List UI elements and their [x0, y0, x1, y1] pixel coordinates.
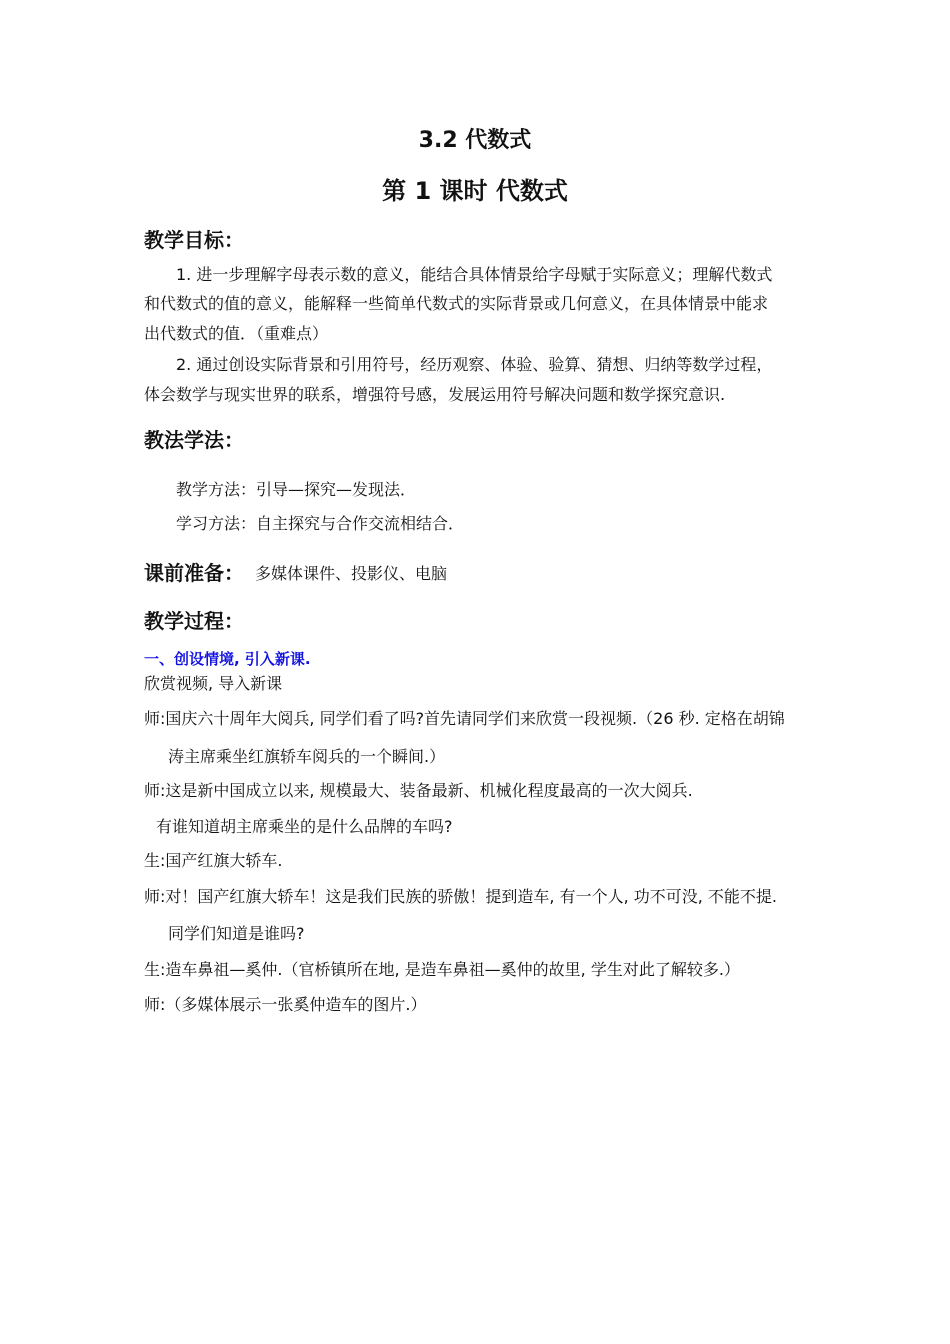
document-title: 3.2 代数式 — [418, 128, 532, 153]
step1-heading: 一、创设情境, 引入新课. — [144, 650, 311, 668]
process-line: 生:造车鼻祖—奚仲.（官桥镇所在地, 是造车鼻祖—奚仲的故里, 学生对此了解较多.） — [144, 960, 740, 979]
process-line: 涛主席乘坐红旗轿车阅兵的一个瞬间.） — [168, 747, 446, 766]
learning-method: 学习方法：自主探究与合作交流相结合． — [176, 514, 465, 533]
process-line: 师:对！国产红旗大轿车！这是我们民族的骄傲！提到造车, 有一个人, 功不可没, 不能不提. — [144, 887, 777, 906]
process-line: 师:（多媒体展示一张奚仲造车的图片.） — [144, 995, 427, 1014]
objective-line: 和代数式的值的意义，能解释一些简单代数式的实际背景或几何意义，在具体情景中能求 — [144, 294, 769, 313]
process-line: 师:国庆六十周年大阅兵, 同学们看了吗?首先请同学们来欣赏一段视频.（26 秒. 定格在胡锦 — [144, 709, 785, 728]
lesson-title: 第 1 课时 代数式 — [382, 177, 568, 205]
methods-heading: 教法学法： — [144, 428, 244, 452]
process-line: 生:国产红旗大轿车. — [144, 851, 283, 870]
process-heading: 教学过程： — [144, 609, 244, 633]
objective-line: 2. 通过创设实际背景和引用符号，经历观察、体验、验算、猜想、归纳等数学过程， — [176, 355, 773, 374]
teaching-method: 教学方法：引导—探究—发现法． — [176, 480, 417, 499]
objective-line: 体会数学与现实世界的联系，增强符号感，发展运用符号解决问题和数学探究意识. — [144, 385, 726, 404]
prep-heading: 课前准备： — [144, 561, 244, 585]
process-line: 欣赏视频, 导入新课 — [144, 674, 283, 693]
process-line: 有谁知道胡主席乘坐的是什么品牌的车吗? — [156, 817, 453, 836]
process-line: 同学们知道是谁吗? — [168, 924, 305, 943]
prep-text: 多媒体课件、投影仪、电脑 — [255, 564, 448, 583]
objective-line: 1. 进一步理解字母表示数的意义，能结合具体情景给字母赋于实际意义；理解代数式 — [176, 265, 773, 284]
objectives-heading: 教学目标： — [144, 228, 244, 252]
process-line: 师:这是新中国成立以来, 规模最大、装备最新、机械化程度最高的一次大阅兵. — [144, 781, 693, 800]
objective-line: 出代数式的值．（重难点） — [144, 324, 329, 343]
